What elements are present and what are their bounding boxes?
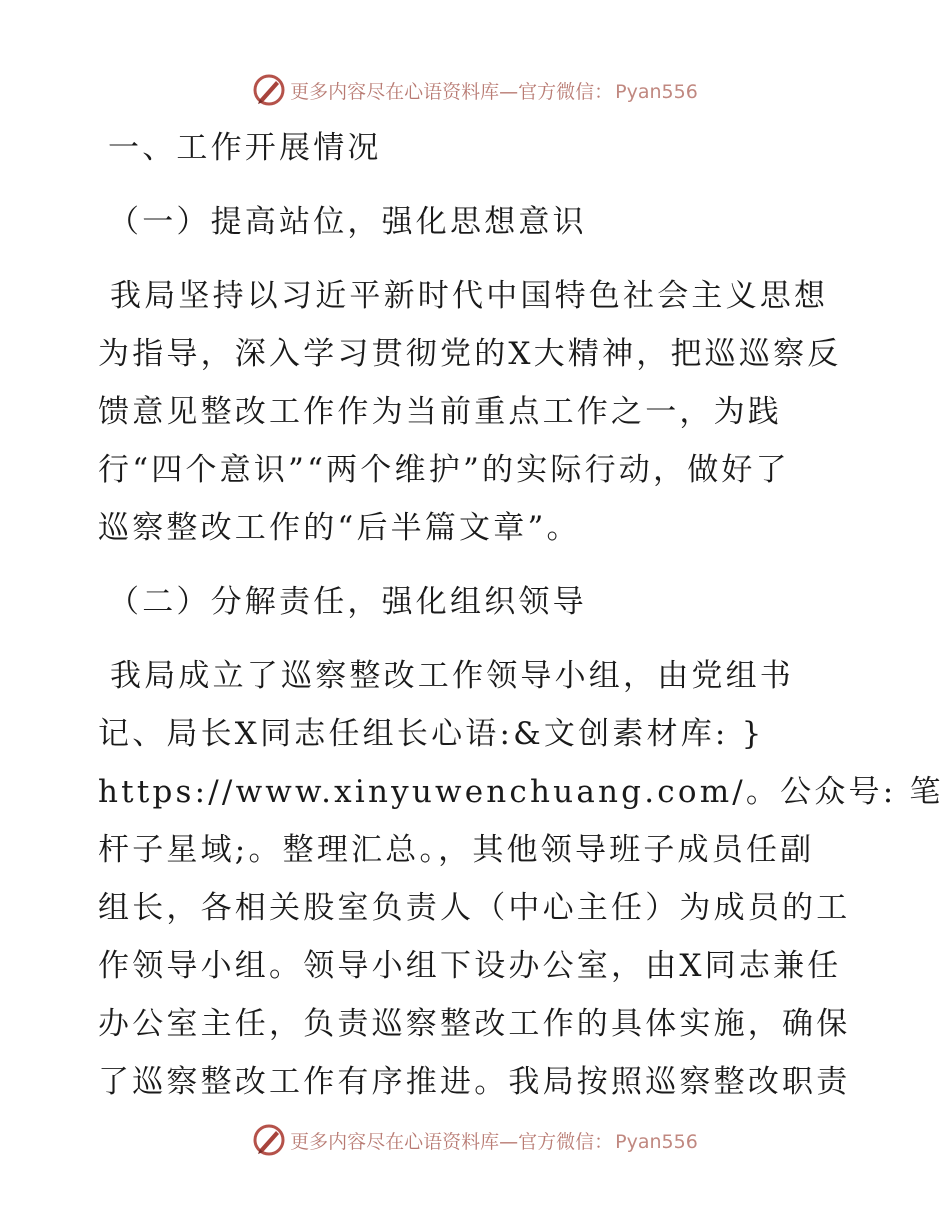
paragraph-2-line-6: 作领导小组。领导小组下设办公室，由X同志兼任 — [98, 948, 842, 984]
paragraph-1-line-3: 馈意见整改工作作为当前重点工作之一，为践 — [98, 394, 782, 430]
subsection-title-2: （二）分解责任，强化组织领导 — [108, 584, 587, 620]
paragraph-2-line-7: 办公室主任，负责巡察整改工作的具体实施，确保 — [98, 1006, 851, 1042]
paragraph-2-line-5: 组长，各相关股室负责人（中心主任）为成员的工 — [98, 890, 851, 926]
pen-logo-icon — [252, 1123, 286, 1157]
section-heading: 一、工作开展情况 — [108, 130, 382, 166]
watermark-banner-bottom — [0, 1120, 950, 1160]
paragraph-2-line-4: 杆子星域;。整理汇总。，其他领导班子成员任副 — [98, 832, 815, 868]
subsection-title-1: （一）提高站位，强化思想意识 — [108, 204, 587, 240]
pen-logo-icon — [252, 73, 286, 107]
paragraph-1-line-5: 巡察整改工作的“后半篇文章”。 — [98, 510, 581, 546]
paragraph-2-line-1: 我局成立了巡察整改工作领导小组，由党组书 — [110, 658, 794, 694]
watermark-text: 更多内容尽在心语资料库—官方微信： Pyan556 — [290, 1130, 698, 1153]
paragraph-2-line-3: https://www.xinyuwenchuang.com/。公众号: 笔 — [98, 774, 944, 810]
watermark-text: 更多内容尽在心语资料库—官方微信： Pyan556 — [290, 80, 698, 103]
paragraph-2-line-2: 记、局长X同志任组长心语:&文创素材库: } — [98, 716, 765, 752]
watermark-banner-top — [0, 70, 950, 110]
paragraph-1-line-4: 行“四个意识”“两个维护”的实际行动，做好了 — [98, 452, 790, 488]
paragraph-1-line-1: 我局坚持以习近平新时代中国特色社会主义思想 — [110, 278, 829, 314]
paragraph-1-line-2: 为指导，深入学习贯彻党的X大精神，把巡巡察反 — [98, 336, 842, 372]
paragraph-2-line-8: 了巡察整改工作有序推进。我局按照巡察整改职责 — [98, 1064, 851, 1100]
